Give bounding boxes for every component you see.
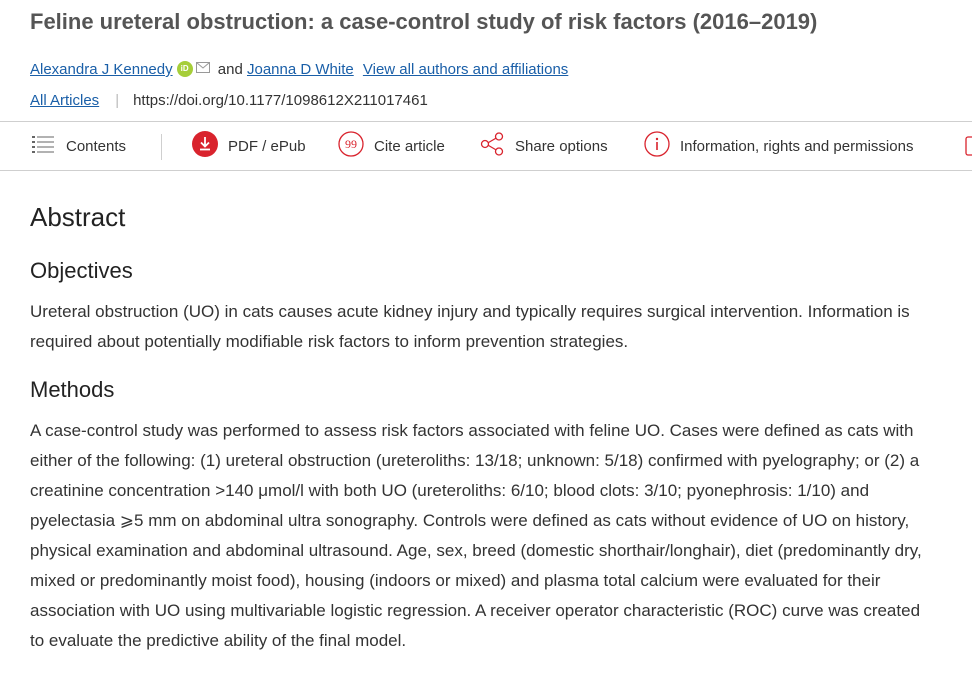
pdf-epub-button[interactable]	[192, 122, 306, 170]
article-meta	[30, 90, 428, 112]
methods-text: A case-control study was performed to assess risk factors associated with feline UO. Cases were defined as cats with either of the following: (1) ureteral obstruction (ureteroliths: 13/18; unknown: 5/18) confirmed with pyelography; or (2) a creatinine concentration >140 μmol/l with both UO (ureteroliths: 6/10; blood clots: 3/10; pyonephrosis: 1/10) and pyelectasia ⩾5 mm on abdominal ultra sonography. Controls were defined as cats without evidence of UO on history, physical examination and abdominal ultrasound. Age, sex, breed (domestic shorthair/longhair), diet (predominantly dry, mixed or predominantly moist food), housing (indoors or mixed) and plasma total calcium were evaluated for their association with UO using multivariable logistic regression. A receiver operator characteristic (ROC) curve was created to evaluate the predictive ability of the final model.	[30, 421, 922, 650]
toolbar-divider	[161, 134, 162, 160]
contents-button[interactable]	[32, 122, 126, 170]
author-link-white[interactable]: Joanna D White	[246, 61, 354, 78]
contents-label: Contents	[66, 137, 127, 155]
share-options-button[interactable]	[480, 122, 608, 170]
list-icon	[32, 135, 54, 157]
download-icon	[192, 131, 218, 161]
info-icon	[644, 131, 670, 161]
doi-text[interactable]: https://doi.org/10.1177/1098612X211017461	[133, 92, 428, 109]
objectives-heading: Objectives	[30, 258, 133, 283]
view-all-authors-link[interactable]: View all authors and affiliations	[362, 61, 569, 78]
objectives-text: Ureteral obstruction (UO) in cats causes acute kidney injury and typically requires surgical intervention. Information is required about potentially modifiable risk factors to inform prevention strategies.	[30, 302, 910, 351]
share-icon	[480, 132, 504, 160]
orcid-icon[interactable]: iD	[177, 61, 193, 77]
methods-heading: Methods	[30, 377, 115, 402]
information-rights-button[interactable]	[644, 122, 913, 170]
author-link-kennedy[interactable]: Alexandra J Kennedy	[30, 61, 173, 78]
toolbar-overflow-icon[interactable]	[964, 122, 972, 170]
abstract-heading: Abstract	[30, 202, 126, 232]
svg-text:99: 99	[345, 137, 357, 151]
article-toolbar	[0, 121, 972, 171]
cite-label: Cite article	[374, 137, 445, 155]
author-line	[30, 58, 568, 81]
all-articles-link[interactable]: All Articles	[30, 92, 100, 109]
info-label: Information, rights and permissions	[680, 137, 914, 155]
meta-separator: |	[115, 92, 120, 109]
article-title: Feline ureteral obstruction: a case-control study of risk factors (2016–2019)	[30, 9, 818, 34]
cite-article-button[interactable]	[338, 122, 445, 170]
pdf-label: PDF / ePub	[228, 137, 306, 155]
share-label: Share options	[515, 137, 608, 155]
quote-icon	[338, 131, 364, 161]
and-text: and	[217, 61, 243, 78]
email-icon[interactable]	[196, 58, 210, 80]
